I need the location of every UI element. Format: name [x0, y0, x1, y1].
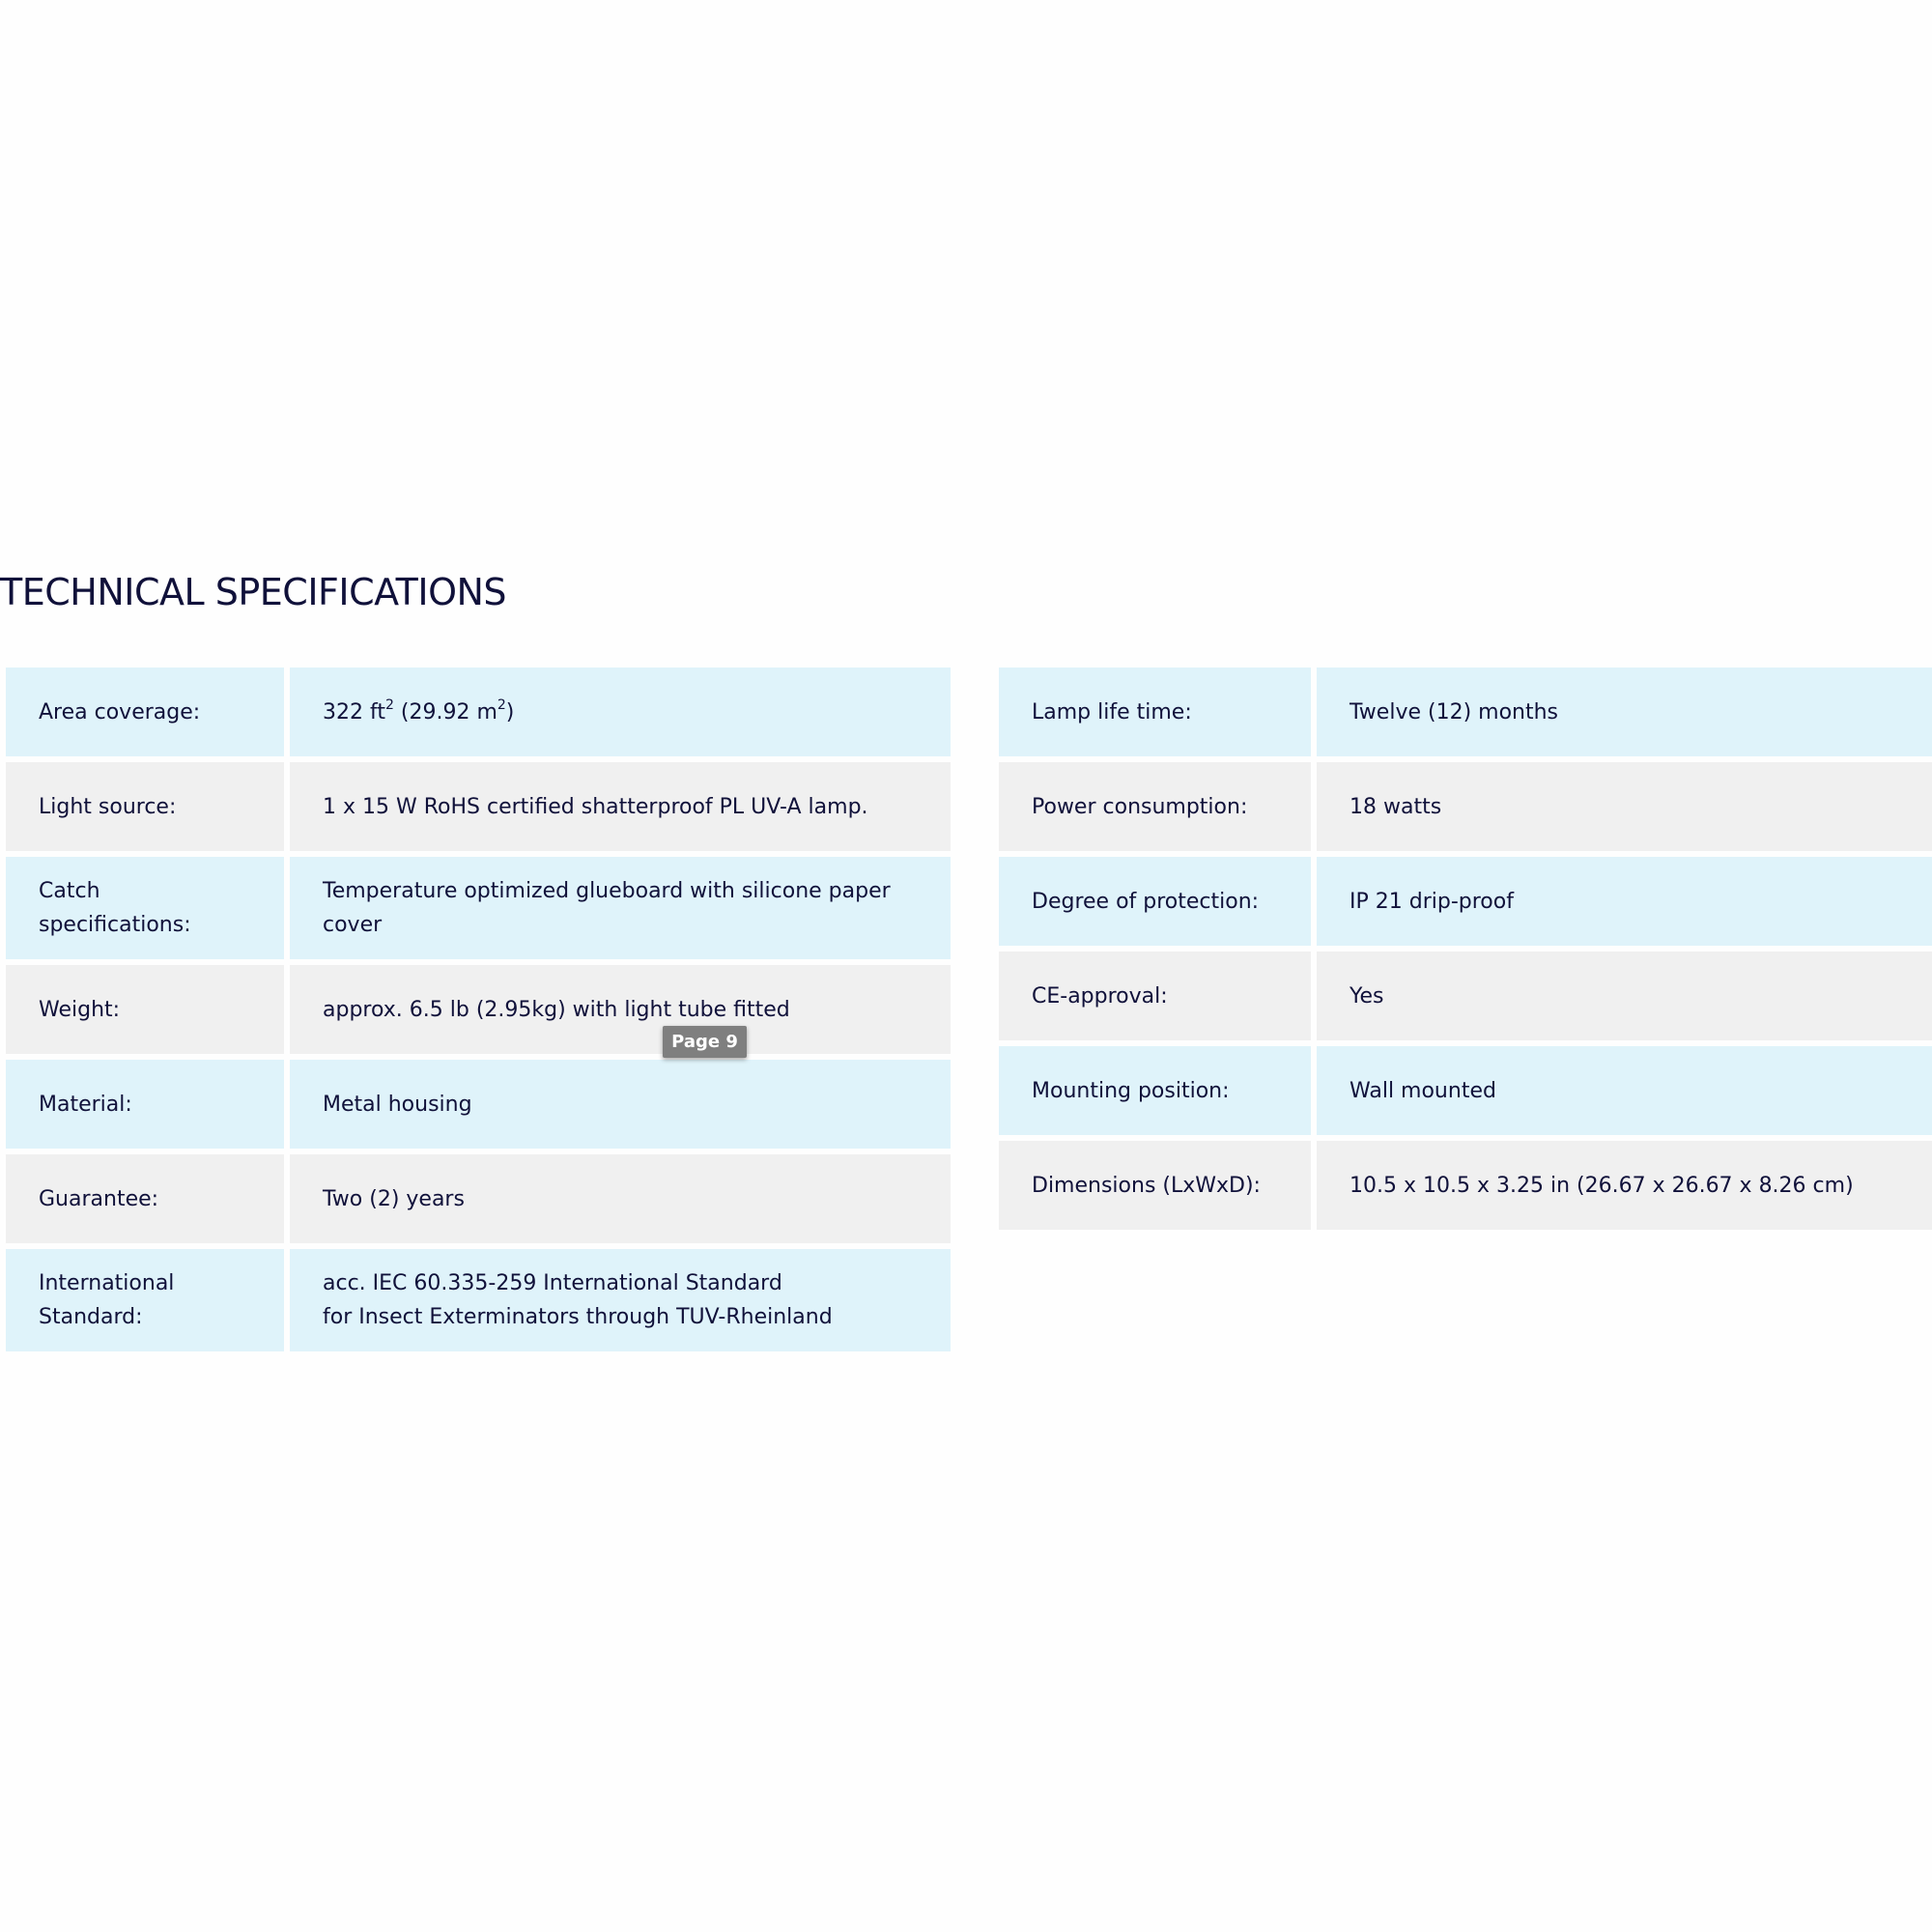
spec-label: CE-approval: — [999, 952, 1311, 1040]
spec-row-weight — [6, 965, 951, 1054]
spec-value: IP 21 drip-proof — [1317, 857, 1932, 946]
spec-table-left — [0, 662, 956, 1357]
spec-value: approx. 6.5 lb (2.95kg) with light tube fitted — [290, 965, 951, 1054]
spec-row-international-standard — [6, 1249, 951, 1351]
spec-label: International Standard: — [6, 1249, 284, 1351]
spec-label: Degree of protection: — [999, 857, 1311, 946]
spec-value: 18 watts — [1317, 762, 1932, 851]
spec-value: Two (2) years — [290, 1154, 951, 1243]
spec-label: Power consumption: — [999, 762, 1311, 851]
page-number-badge: Page 9 — [663, 1026, 747, 1058]
spec-value: Twelve (12) months — [1317, 668, 1932, 756]
spec-row-guarantee — [6, 1154, 951, 1243]
spec-row-power-consumption — [999, 762, 1932, 851]
spec-row-mounting-position — [999, 1046, 1932, 1135]
spec-row-degree-of-protection — [999, 857, 1932, 946]
spec-row-light-source — [6, 762, 951, 851]
spec-value: 1 x 15 W RoHS certified shatterproof PL UV-A lamp. — [290, 762, 951, 851]
spec-value: acc. IEC 60.335-259 International Standard for Insect Exterminators through TUV-Rheinland — [290, 1249, 951, 1351]
spec-row-area-coverage — [6, 668, 951, 756]
spec-label: Guarantee: — [6, 1154, 284, 1243]
spec-value: Temperature optimized glueboard with silicone paper cover — [290, 857, 951, 959]
spec-row-dimensions — [999, 1141, 1932, 1230]
spec-label: Material: — [6, 1060, 284, 1149]
spec-row-catch-specifications — [6, 857, 951, 959]
spec-table-right — [993, 662, 1932, 1236]
spec-row-lamp-life-time — [999, 668, 1932, 756]
spec-value: 10.5 x 10.5 x 3.25 in (26.67 x 26.67 x 8.26 cm) — [1317, 1141, 1932, 1230]
spec-label: Mounting position: — [999, 1046, 1311, 1135]
spec-value: Wall mounted — [1317, 1046, 1932, 1135]
section-title: TECHNICAL SPECIFICATIONS — [0, 571, 507, 613]
spec-label: Lamp life time: — [999, 668, 1311, 756]
spec-label: Area coverage: — [6, 668, 284, 756]
spec-value: Metal housing — [290, 1060, 951, 1149]
spec-row-material — [6, 1060, 951, 1149]
spec-row-ce-approval — [999, 952, 1932, 1040]
spec-label: Dimensions (LxWxD): — [999, 1141, 1311, 1230]
spec-value: 322 $ft^2$ (29.92 $m^2$) — [290, 668, 951, 756]
spec-label: Weight: — [6, 965, 284, 1054]
spec-label: Catch specifications: — [6, 857, 284, 959]
spec-value: Yes — [1317, 952, 1932, 1040]
spec-label: Light source: — [6, 762, 284, 851]
